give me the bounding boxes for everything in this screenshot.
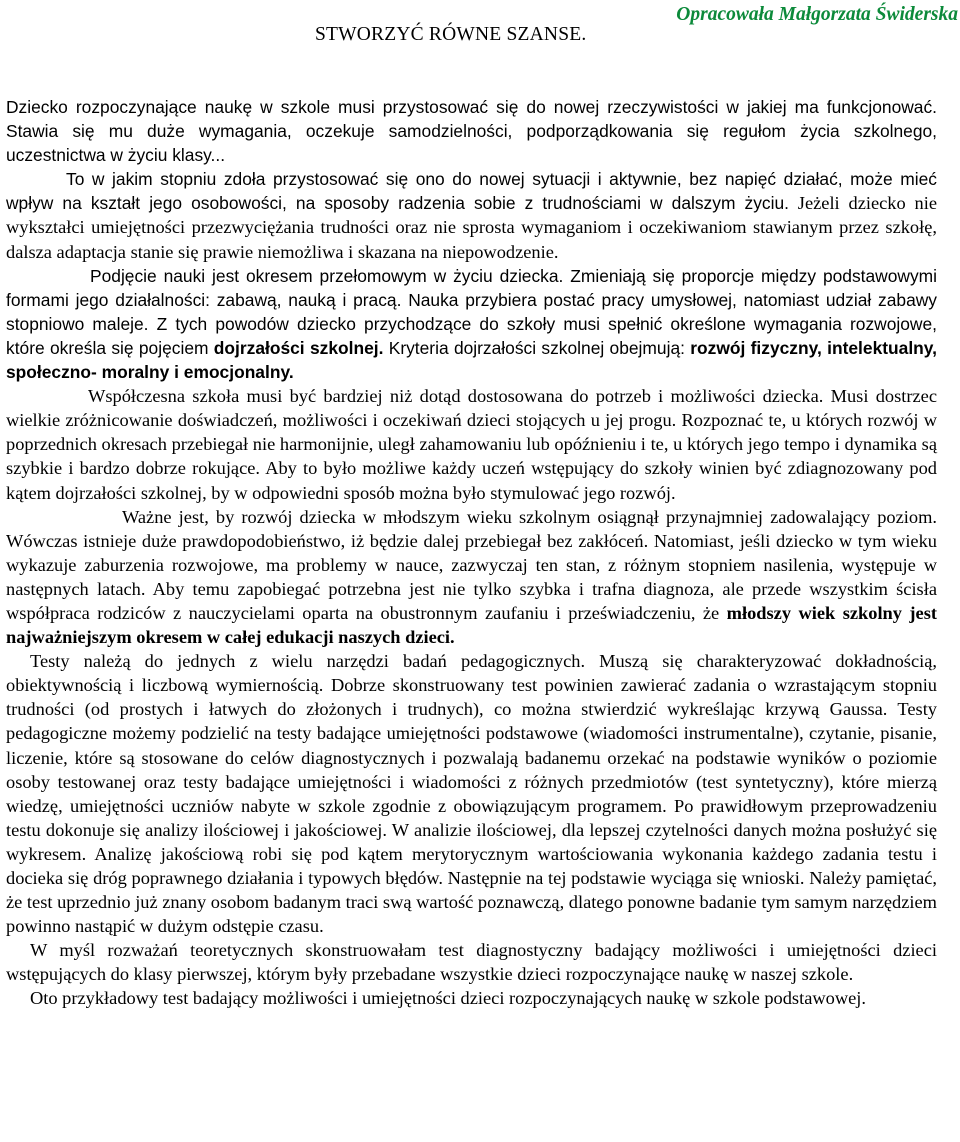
paragraph-development (6, 505, 937, 650)
criteria-list: rozwój fizyczny, intelektualny, społeczno- moralny i emocjonalny. (6, 337, 937, 383)
paragraph-intro: Dziecko rozpoczynające naukę w szkole musi przystosować się do nowej rzeczywistości w jakiej ma funkcjonować. Stawia się mu duże wymagania, oczekuje samodzielności, podporządkowania się regułom życia szkolnego, uczestnictwa w życiu klasy... (6, 97, 937, 166)
term-school-readiness: dojrzałości szkolnej. (213, 337, 384, 358)
paragraph-adaptation (6, 167, 937, 263)
paragraph-school-readiness-text: Podjęcie nauki jest okresem przełomowym w życiu dziecka. Zmieniają się proporcje między podstawowymi formami jego działalności: zabawą, nauką i pracą. Nauka przybiera postać pracy umysłowej, natomiast udział zabawy stopniowo maleje. Z tych powodów dziecko przychodzące do szkoły musi spełnić określone wymagania rozwojowe, które określa się pojęciem (6, 265, 937, 358)
paragraph-tests: Testy należą do jednych z wielu narzędzi badań pedagogicznych. Muszą się charakteryzować dokładnością, obiektywnością i liczbową wymiernością. Dobrze skonstruowany test powinien zawierać zadania o wzrastającym stopniu trudności (od prostych i łatwych do złożonych i trudnych), co można stwierdzić wykreślając krzywą Gaussa. Testy pedagogiczne możemy podzielić na testy badające umiejętności podstawowe (wiadomości instrumentalne), czytanie, pisanie, liczenie, które są stosowane do celów diagnostycznych i pozwalają badanemu orzekać na podstawie wyników o poziomie osoby testowanej oraz testy badające umiejętności i wiadomości z różnych przedmiotów (test syntetyczny), które mierzą wiedzę, umiejętności uczniów nabyte w szkole zgodnie z obowiązującym programem. Po prawidłowym przeprowadzeniu testu dokonuje się analizy ilościowej i jakościowej. W analizie ilościowej, dla lepszej czytelności danych można posłużyć się wykresem. Analizę jakościową robi się pod kątem merytorycznym wartościowania wykonania każdego zadania testu i docieka się dróg poprawnego działania i typowych błędów. Następnie na tej podstawie wyciąga się wnioski. Należy pamiętać, że test uprzednio już znany osobom badanym traci swą wartość poznawczą, dlatego ponowne badanie tym samym narzędziem powinno nastąpić w dużym odstępie czasu. (6, 651, 937, 937)
document-title: STWORZYĆ RÓWNE SZANSE. (315, 24, 587, 45)
paragraph-adaptation-part2: Jeżeli dziecko nie wykształci umiejętności przezwyciężania trudności oraz nie sprosta wymaganiom i oczekiwaniom stawianym przez szkołę, dalsza adaptacja stanie się prawie niemożliwa i skazana na niepowodzenie. (6, 193, 937, 262)
page-header (0, 0, 960, 60)
article-body (6, 95, 937, 1011)
paragraph-adaptation-part1: To w jakim stopniu zdoła przystosować się ono do nowej sytuacji i aktywnie, bez napięć działać, może mieć wpływ na kształt jego osobowości, na sposoby radzenia sobie z trudnościami w dalszym życiu. (6, 169, 937, 214)
paragraph-example-test: Oto przykładowy test badający możliwości i umiejętności dzieci rozpoczynających naukę w szkole podstawowej. (30, 988, 866, 1009)
paragraph-own-test: W myśl rozważań teoretycznych skonstruowałam test diagnostyczny badający możliwości i umiejętności dzieci wstępujących do klasy pierwszej, którym były przebadane wszystkie dzieci rozpoczynające naukę w naszej szkole. (6, 940, 937, 985)
author-credit: Opracowała Małgorzata Świderska (676, 4, 958, 25)
paragraph-development-text: Ważne jest, by rozwój dziecka w młodszym wieku szkolnym osiągnął przynajmniej zadowalający poziom. Wówczas istnieje duże prawdopodobieństwo, iż będzie dalej przebiegał bez zakłóceń. Natomiast, jeśli dziecko w tym wieku wykazuje zaburzenia rozwojowe, ma problemy w nauce, zazwyczaj ten stan, z różnym stopniem nasilenia, występuje w następnych latach. Aby temu zapobiegać potrzebna jest nie tylko szybka i trafna diagnoza, ale przede wszystkim ścisła współpraca rodziców z nauczycielami oparta na obustronnym zaufaniu i przeświadczeniu, że (6, 506, 937, 623)
paragraph-school-readiness-criteria: Kryteria dojrzałości szkolnej obejmują: (383, 337, 691, 358)
key-statement: młodszy wiek szkolny jest najważniejszym okresem w całej edukacji naszych dzieci. (6, 602, 937, 648)
paragraph-modern-school: Współczesna szkoła musi być bardziej niż dotąd dostosowana do potrzeb i możliwości dziecka. Musi dostrzec wielkie zróżnicowanie doświadczeń, możliwości i oczekiwań dzieci stojących u jej progu. Rozpoznać te, u których rozwój w poprzednich okresach przebiegał nie harmonijnie, uległ zahamowaniu lub opóźnieniu i te, u których jego tempo i dynamika są szybkie i bardzo dobrze rokujące. Aby to było możliwe każdy uczeń wstępujący do szkoły winien być zdiagnozowany pod kątem dojrzałości szkolnej, by w odpowiedni sposób można było stymulować jego rozwój. (6, 386, 937, 503)
paragraph-school-readiness (6, 264, 937, 384)
